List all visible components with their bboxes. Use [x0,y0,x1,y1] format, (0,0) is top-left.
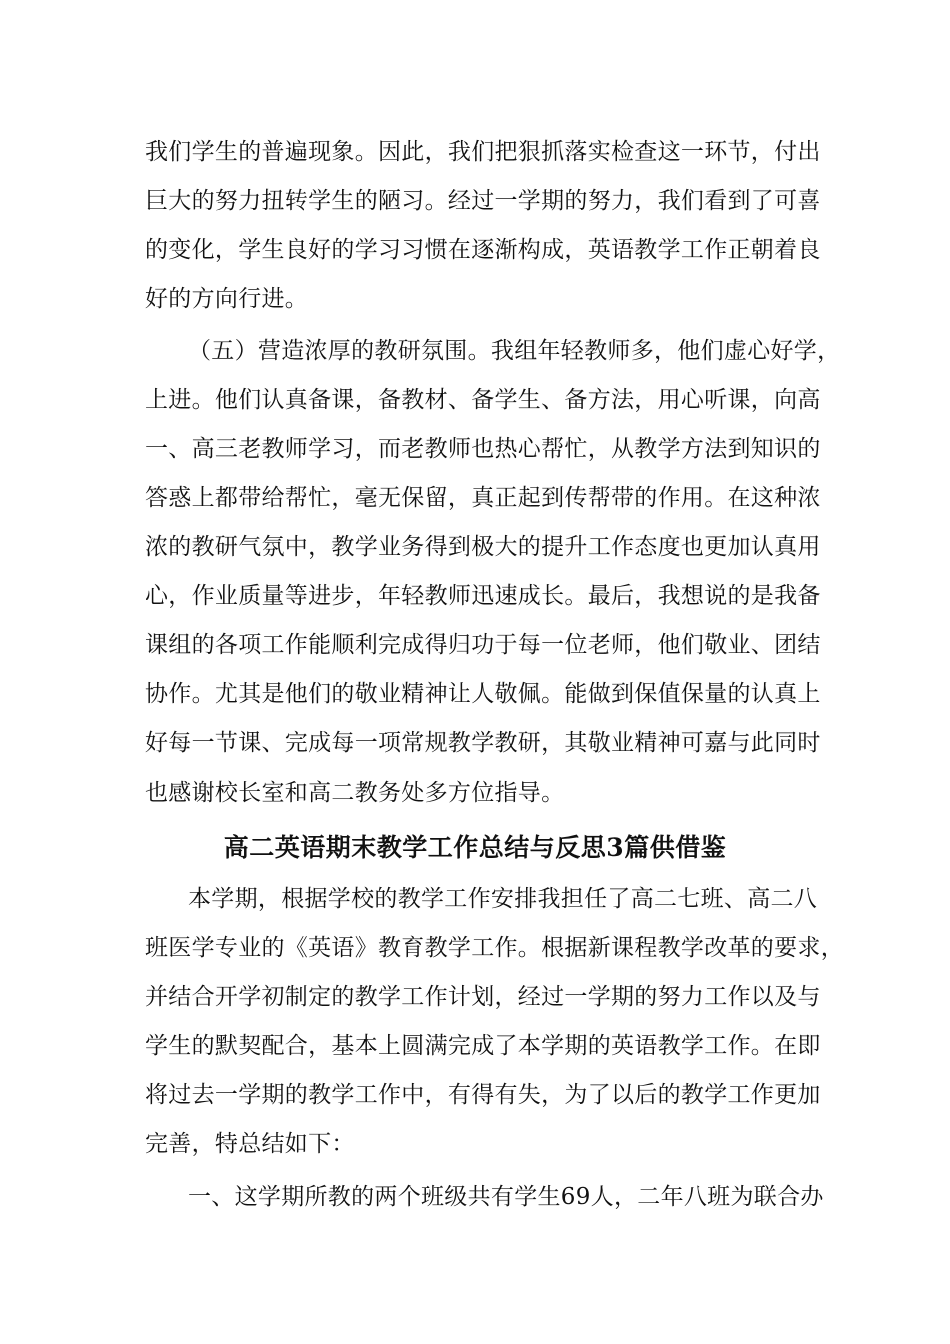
paragraph-line: 一、这学期所教的两个班级共有学生69人，二年八班为联合办 [188,1184,824,1210]
paragraph-line: 答惑上都带给帮忙，毫无保留，真正起到传帮带的作用。在这种浓 [145,485,821,511]
paragraph-line: 心，作业质量等进步，年轻教师迅速成长。最后，我想说的是我备 [145,583,821,609]
paragraph-line: 浓的教研气氛中，教学业务得到极大的提升工作态度也更加认真用 [145,534,821,560]
paragraph-line: 巨大的努力扭转学生的陋习。经过一学期的努力，我们看到了可喜 [145,188,821,214]
paragraph-line: 课组的各项工作能顺利完成得归功于每一位老师，他们敬业、团结 [145,632,821,658]
paragraph-line: 将过去一学期的教学工作中，有得有失，为了以后的教学工作更加 [145,1082,821,1108]
paragraph-line: 的变化，学生良好的学习习惯在逐渐构成，英语教学工作正朝着良 [145,237,821,263]
paragraph-line: 学生的默契配合，基本上圆满完成了本学期的英语教学工作。在即 [145,1033,821,1059]
paragraph-line: 一、高三老教师学习，而老教师也热心帮忙，从教学方法到知识的 [145,436,821,462]
paragraph-line: （五）营造浓厚的教研氛围。我组年轻教师多，他们虚心好学， [188,338,841,364]
paragraph-line: 班医学专业的《英语》教育教学工作。根据新课程教学改革的要求， [145,935,844,961]
paragraph-line: 好的方向行进。 [145,286,309,312]
paragraph-line: 上进。他们认真备课，备教材、备学生、备方法，用心听课，向高 [145,387,821,413]
section-heading: 高二英语期末教学工作总结与反思3篇供借鉴 [223,833,727,862]
paragraph-line: 我们学生的普遍现象。因此，我们把狠抓落实检查这一环节，付出 [145,139,821,165]
paragraph-line: 并结合开学初制定的教学工作计划，经过一学期的努力工作以及与 [145,984,821,1010]
paragraph-line: 协作。尤其是他们的敬业精神让人敬佩。能做到保值保量的认真上 [145,681,821,707]
paragraph-line: 也感谢校长室和高二教务处多方位指导。 [145,780,565,806]
paragraph-line: 好每一节课、完成每一项常规教学教研，其敬业精神可嘉与此同时 [145,730,821,756]
paragraph-line: 本学期，根据学校的教学工作安排我担任了高二七班、高二八 [188,886,818,912]
paragraph-line: 完善，特总结如下： [145,1131,355,1157]
